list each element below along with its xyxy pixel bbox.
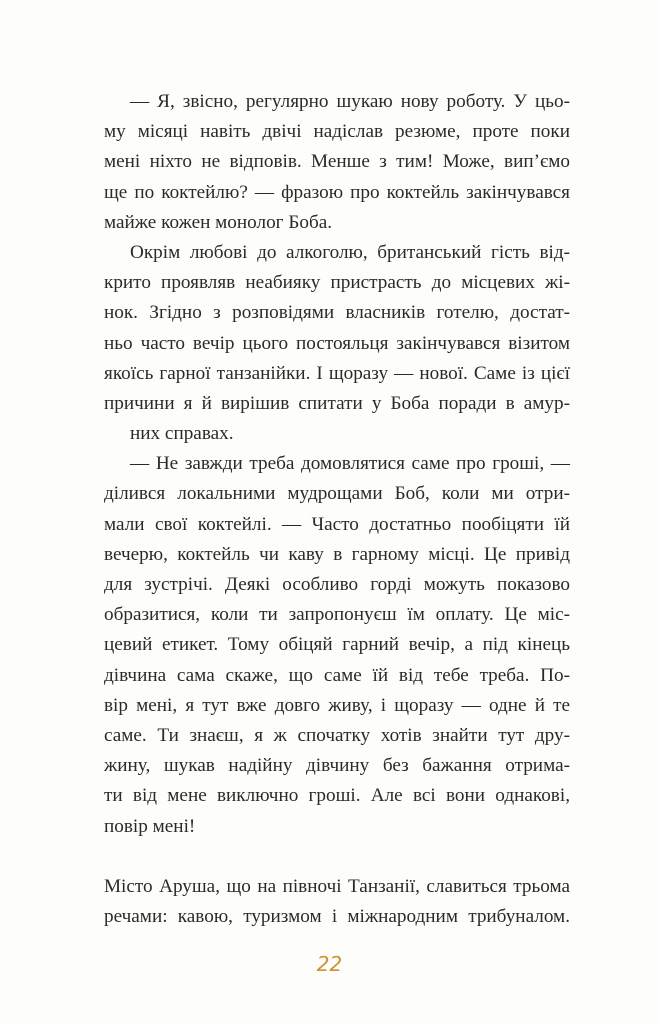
text-line: причини я й вирішив спитати у Боба поради в амур- <box>104 392 570 414</box>
text-line: му місяці навіть двічі надіслав резюме, проте поки <box>104 121 570 143</box>
text-line: них справах. <box>130 423 234 445</box>
text-line: речами: кавою, туризмом і міжнародним трибуналом. <box>104 905 570 927</box>
text-line: дівчина сама скаже, що саме їй від тебе треба. По- <box>104 664 570 686</box>
text-line: ділився локальними мудрощами Боб, коли ми отри- <box>104 483 570 505</box>
text-line: — Не завжди треба домовлятися саме про гроші, — <box>130 453 570 475</box>
text-line: вір мені, я тут вже довго живу, і щоразу — одне й те <box>104 694 570 716</box>
text-line: якоїсь гарної танзанійки. І щоразу — нової. Саме із цієї <box>104 362 570 384</box>
text-line: повір мені! <box>104 815 196 837</box>
text-line: образитися, коли ти запропонуєш їм оплату. Це міс- <box>104 604 570 626</box>
text-line: для зустрічі. Деякі особливо горді можуть показово <box>104 574 570 595</box>
text-line: вечерю, коктейль чи каву в гарному місці. Це привід <box>104 543 570 565</box>
text-line: жину, шукав надійну дівчину без бажання отрима- <box>104 755 570 777</box>
text-line: Місто Аруша, що на півночі Танзанії, славиться трьома <box>104 875 570 897</box>
text-line: саме. Ти знаєш, я ж спочатку хотів знайти тут дру- <box>104 724 570 746</box>
text-line: мали свої коктейлі. — Часто достатньо пообіцяти їй <box>104 513 570 535</box>
text-line: ще по коктейлю? — фразою про коктейль закінчувався <box>104 181 570 203</box>
text-line: крито проявляв неабияку пристрасть до місцевих жі- <box>104 272 570 294</box>
text-line: ньо часто вечір цього постояльця закінчувався візитом <box>104 332 570 354</box>
text-line: нок. Згідно з розповідями власників готелю, достат- <box>104 302 570 324</box>
page-text <box>104 87 570 932</box>
text-line: цевий етикет. Тому обіцяй гарний вечір, а під кінець <box>104 634 570 656</box>
page-number: 22 <box>316 952 343 976</box>
text-line: майже кожен монолог Боба. <box>104 211 333 233</box>
text-line: мені ніхто не відповів. Менше з тим! Може, вип’ємо <box>104 151 570 173</box>
text-line: ти від мене виключно гроші. Але всі вони однакові, <box>104 785 570 807</box>
text-line: Окрім любові до алкоголю, британський гість від- <box>130 241 570 263</box>
text-line: — Я, звісно, регулярно шукаю нову роботу. У цьо- <box>130 91 570 112</box>
